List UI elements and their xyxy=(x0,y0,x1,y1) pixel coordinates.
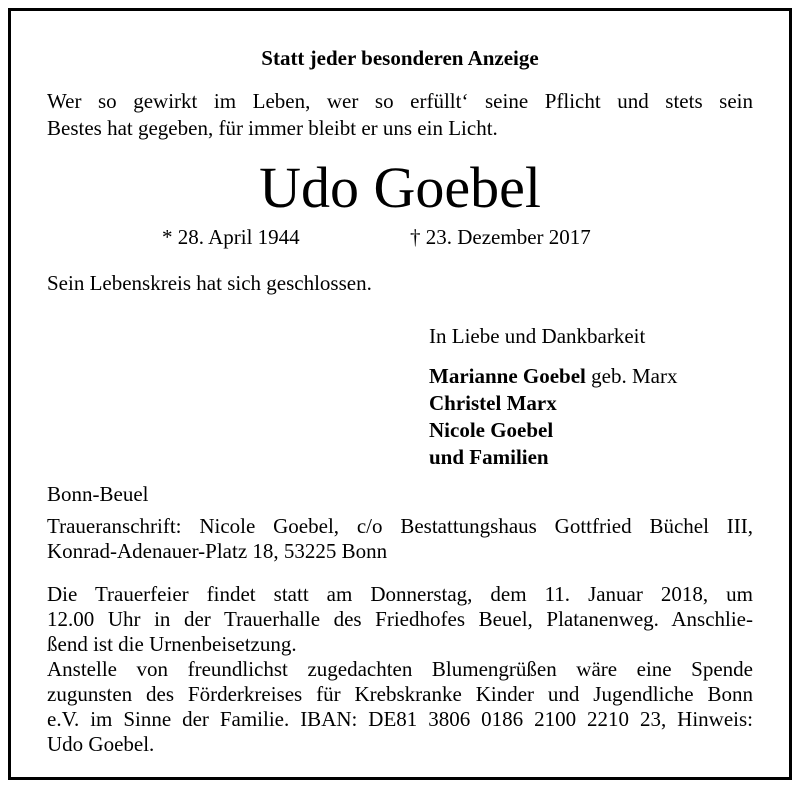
ceremony-line-1: Die Trauerfeier findet statt am Donnerstag, dem 11. Januar 2018, um xyxy=(47,582,753,606)
ceremony-line-6: e.V. im Sinne der Familie. IBAN: DE81 3806 0186 2100 2210 23, Hinweis: xyxy=(47,707,753,731)
poem-line-1: Wer so gewirkt im Leben, wer so erfüllt‘ seine Pflicht und stets sein xyxy=(47,89,753,113)
notice-heading: Statt jeder besonderen Anzeige xyxy=(261,46,539,70)
mourner-4: und Familien xyxy=(429,445,549,469)
mourner-1 xyxy=(429,366,677,387)
birth-date: * 28. April 1944 xyxy=(162,225,300,249)
address-line-2: Konrad-Adenauer-Platz 18, 53225 Bonn xyxy=(47,539,388,563)
address-line-1: Traueranschrift: Nicole Goebel, c/o Bestattungshaus Gottfried Büchel III, xyxy=(47,514,753,538)
death-date: † 23. Dezember 2017 xyxy=(410,225,591,249)
ceremony-line-2: 12.00 Uhr in der Trauerhalle des Friedhofes Beuel, Platanenweg. Anschlie- xyxy=(47,607,753,631)
ceremony-line-5: zugunsten des Förderkreises für Krebskranke Kinder und Jugendliche Bonn xyxy=(47,682,753,706)
poem-line-2: Bestes hat gegeben, für immer bleibt er uns ein Licht. xyxy=(47,116,498,140)
mourner-suffix: geb. Marx xyxy=(585,364,678,388)
place: Bonn-Beuel xyxy=(47,482,149,506)
ceremony-line-3: ßend ist die Urnenbeisetzung. xyxy=(47,632,297,656)
ceremony-line-4: Anstelle von freundlichst zugedachten Blumengrüßen wäre eine Spende xyxy=(47,657,753,681)
mourner-name: Marianne Goebel xyxy=(429,364,586,388)
mourner-3: Nicole Goebel xyxy=(429,418,554,442)
mourner-2: Christel Marx xyxy=(429,391,557,415)
mourners-intro: In Liebe und Dankbarkeit xyxy=(429,324,646,348)
life-circle-text: Sein Lebenskreis hat sich geschlossen. xyxy=(47,271,372,295)
ceremony-line-7: Udo Goebel. xyxy=(47,732,155,756)
deceased-name: Udo Goebel xyxy=(259,155,541,220)
